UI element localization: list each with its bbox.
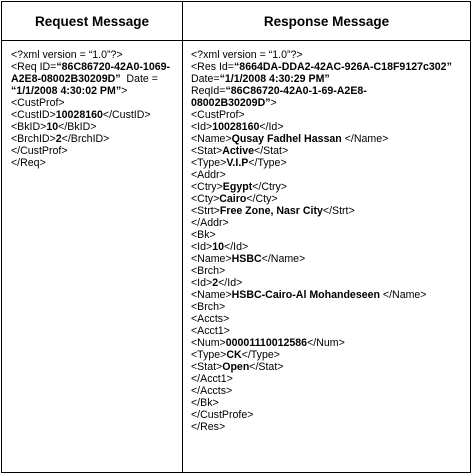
request-markup: <BkID>	[11, 121, 47, 133]
response-line	[191, 85, 469, 97]
response-markup: <Id>	[191, 277, 213, 289]
response-value: “86C86720-42A0-1-69-A2E8-	[225, 85, 367, 97]
response-markup: <?xml version = “1.0”?>	[191, 49, 303, 61]
response-line	[191, 73, 469, 85]
response-value: Free Zone, Nasr City	[219, 205, 323, 217]
response-value: HSBC	[231, 253, 262, 265]
response-markup: </Cty>	[246, 193, 278, 205]
response-line	[191, 181, 469, 193]
response-markup: <Name>	[191, 289, 232, 301]
response-markup: </Bk>	[191, 397, 219, 409]
response-line	[191, 361, 469, 373]
request-markup: </Req>	[11, 157, 46, 169]
request-line	[11, 73, 179, 85]
response-value: Active	[222, 145, 255, 157]
response-markup: <Name>	[191, 253, 232, 265]
response-markup: Date=	[191, 73, 220, 85]
request-line	[11, 49, 179, 61]
response-markup: <Brch>	[191, 301, 226, 313]
response-line	[191, 385, 469, 397]
response-line	[191, 109, 469, 121]
response-markup: <Id>	[191, 121, 213, 133]
response-markup: <Accts>	[191, 313, 230, 325]
response-message-body	[191, 49, 469, 433]
column-divider	[182, 2, 183, 472]
response-markup: >	[270, 97, 277, 109]
response-line	[191, 421, 469, 433]
response-value: HSBC-Cairo-Al Mohandeseen	[231, 289, 380, 301]
request-line	[11, 133, 179, 145]
response-line	[191, 145, 469, 157]
response-value: 2	[212, 277, 219, 289]
response-value: 08002B30209D”	[191, 97, 271, 109]
response-markup: ReqId=	[191, 85, 226, 97]
request-markup: <CustProf>	[11, 97, 65, 109]
response-line	[191, 169, 469, 181]
response-message-header: Response Message	[263, 13, 390, 29]
response-markup: </Acct1>	[191, 373, 233, 385]
response-line	[191, 397, 469, 409]
request-value: 10028160	[55, 109, 103, 121]
response-line	[191, 349, 469, 361]
response-line	[191, 61, 469, 73]
request-markup: <Req ID=	[11, 61, 57, 73]
response-line	[191, 241, 469, 253]
request-markup: </BkID>	[58, 121, 97, 133]
response-line	[191, 217, 469, 229]
response-markup: <Res Id=	[191, 61, 234, 73]
response-markup: </Name>	[379, 289, 427, 301]
response-value: 10028160	[212, 121, 260, 133]
response-value: 10	[212, 241, 225, 253]
request-line	[11, 85, 179, 97]
response-markup: </Type>	[241, 349, 280, 361]
response-markup: <Id>	[191, 241, 213, 253]
response-markup: <Stat>	[191, 145, 223, 157]
request-line	[11, 109, 179, 121]
request-markup: <CustID>	[11, 109, 56, 121]
response-markup: </Res>	[191, 421, 226, 433]
request-markup: </BrchID>	[61, 133, 110, 145]
response-markup: </Id>	[218, 277, 243, 289]
request-line	[11, 121, 179, 133]
response-markup: </Accts>	[191, 385, 233, 397]
request-markup: <BrchID>	[11, 133, 56, 145]
response-line	[191, 97, 469, 109]
response-value: Egypt	[222, 181, 253, 193]
response-markup: </Addr>	[191, 217, 229, 229]
response-line	[191, 313, 469, 325]
response-markup: </Id>	[259, 121, 284, 133]
response-value: Qusay Fadhel Hassan	[231, 133, 342, 145]
response-markup: <Name>	[191, 133, 232, 145]
response-markup: </Type>	[248, 157, 287, 169]
response-value: CK	[226, 349, 242, 361]
request-value: 10	[46, 121, 59, 133]
response-line	[191, 289, 469, 301]
response-line	[191, 157, 469, 169]
response-markup: </Id>	[224, 241, 249, 253]
request-line	[11, 157, 179, 169]
response-value: Cairo	[219, 193, 247, 205]
request-markup: </CustID>	[102, 109, 151, 121]
response-markup: </Ctry>	[252, 181, 287, 193]
response-line	[191, 193, 469, 205]
response-line	[191, 253, 469, 265]
response-line	[191, 373, 469, 385]
response-line	[191, 409, 469, 421]
response-line	[191, 205, 469, 217]
response-markup: <Ctry>	[191, 181, 223, 193]
request-value: A2E8-08002B30209D”	[11, 73, 121, 85]
response-value: “8664DA-DDA2-42AC-926A-C18F9127c302”	[234, 61, 452, 73]
response-line	[191, 337, 469, 349]
request-message-header: Request Message	[34, 13, 150, 29]
response-markup: </Stat>	[254, 145, 289, 157]
response-markup: <Cty>	[191, 193, 220, 205]
request-message-body	[11, 49, 179, 169]
response-markup: <Stat>	[191, 361, 223, 373]
request-line	[11, 97, 179, 109]
response-markup: <Type>	[191, 349, 227, 361]
response-markup: </Name>	[261, 253, 306, 265]
response-line	[191, 277, 469, 289]
response-value: “1/1/2008 4:30:29 PM”	[219, 73, 330, 85]
request-value: 2	[55, 133, 62, 145]
request-markup: </CustProf>	[11, 145, 68, 157]
response-markup: <Addr>	[191, 169, 226, 181]
request-markup: Date =	[120, 73, 158, 85]
response-markup: <Bk>	[191, 229, 216, 241]
response-markup: </Stat>	[249, 361, 284, 373]
response-markup: <Brch>	[191, 265, 226, 277]
response-value: 00001110012586	[225, 337, 308, 349]
response-line	[191, 325, 469, 337]
message-table	[1, 1, 471, 473]
response-markup: <Acct1>	[191, 325, 230, 337]
request-value: “1/1/2008 4:30:02 PM”	[11, 85, 122, 97]
response-markup: </Strt>	[322, 205, 355, 217]
response-line	[191, 229, 469, 241]
response-markup: <CustProf>	[191, 109, 245, 121]
response-markup: </Name>	[341, 133, 389, 145]
header-divider	[2, 40, 470, 41]
response-value: Open	[222, 361, 250, 373]
response-markup: </CustProfe>	[191, 409, 254, 421]
response-value: V.I.P	[226, 157, 249, 169]
response-markup: <Num>	[191, 337, 226, 349]
response-markup: </Num>	[307, 337, 345, 349]
response-line	[191, 265, 469, 277]
request-markup: >	[121, 85, 128, 97]
request-line	[11, 61, 179, 73]
response-line	[191, 301, 469, 313]
request-line	[11, 145, 179, 157]
response-line	[191, 121, 469, 133]
response-markup: <Type>	[191, 157, 227, 169]
response-line	[191, 133, 469, 145]
response-markup: <Strt>	[191, 205, 220, 217]
response-line	[191, 49, 469, 61]
request-value: “86C86720-42A0-1069-	[56, 61, 171, 73]
request-markup: <?xml version = “1.0”?>	[11, 49, 123, 61]
